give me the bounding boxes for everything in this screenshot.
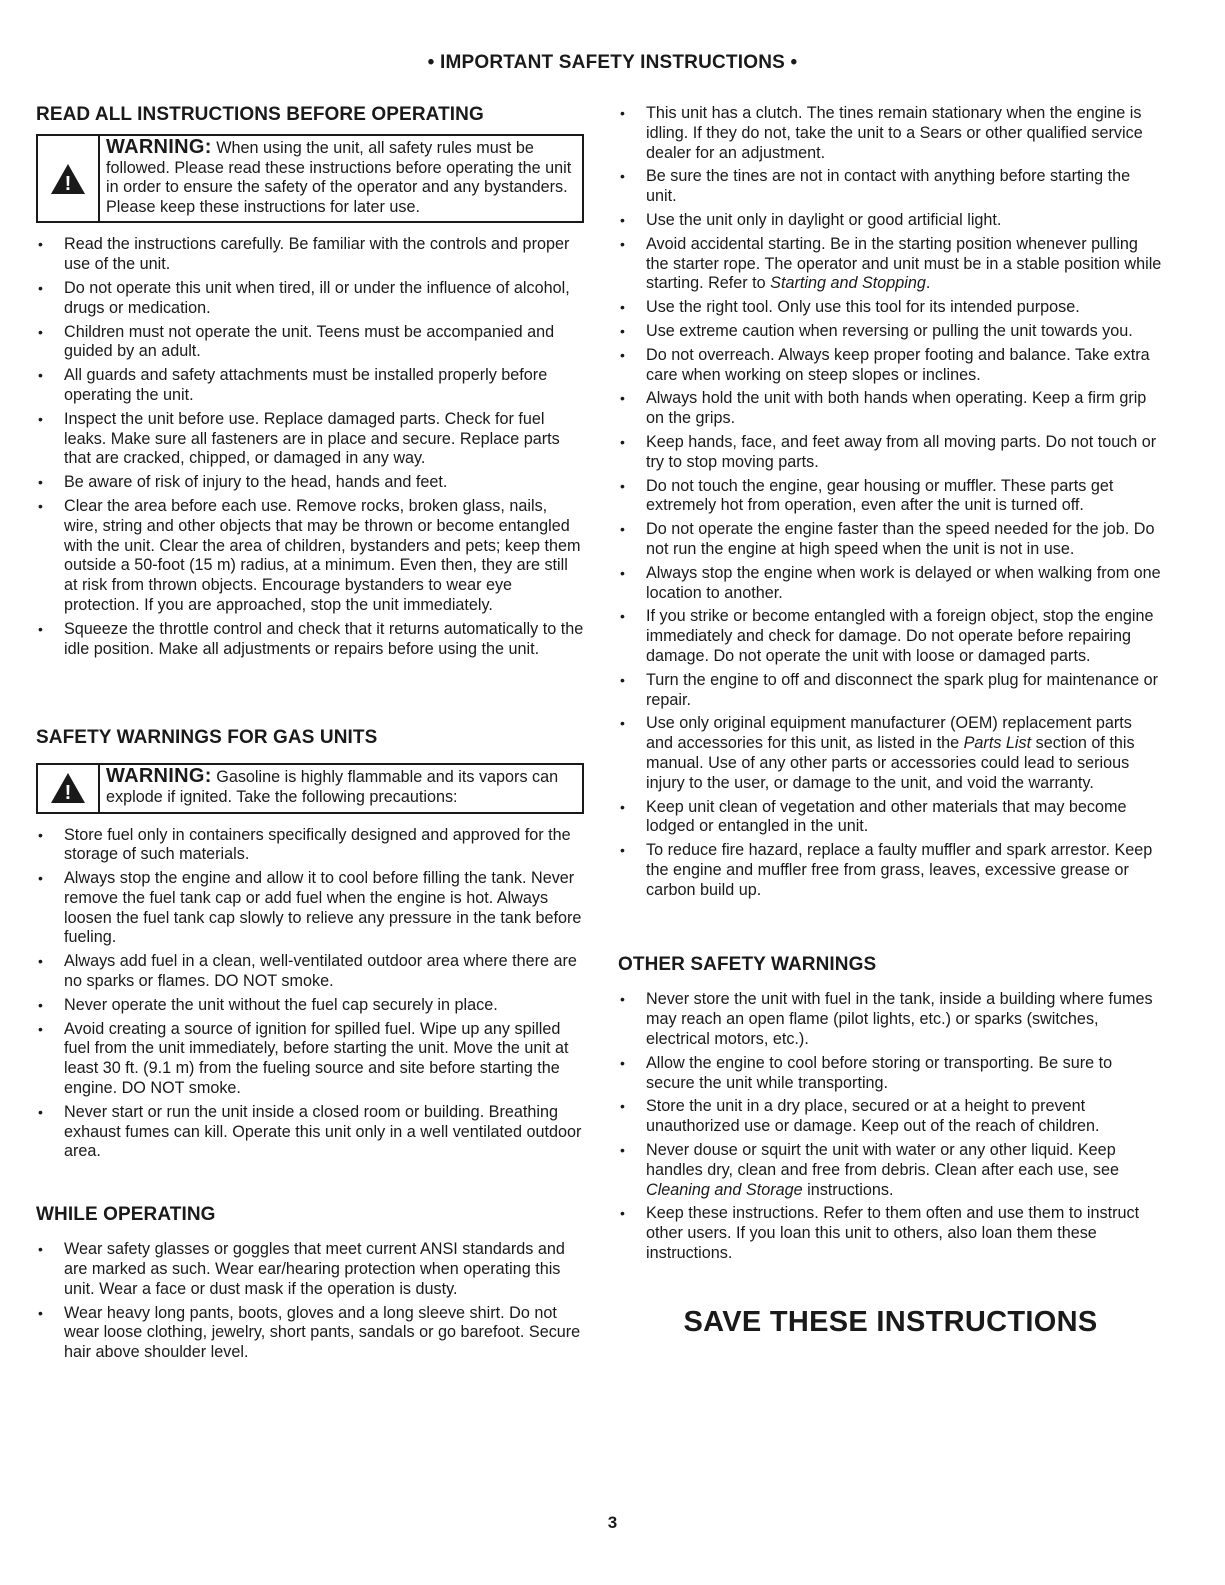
list-item: • Always stop the engine when work is delayed or when walking from one location to another. xyxy=(618,564,1163,604)
list-item: • Be aware of risk of injury to the head, hands and feet. xyxy=(36,473,584,493)
svg-text:!: ! xyxy=(64,782,72,805)
while-operating-list-left xyxy=(36,1240,584,1363)
section-heading-gas-units: SAFETY WARNINGS FOR GAS UNITS xyxy=(36,727,378,749)
while-operating-list-right xyxy=(618,104,1163,900)
list-item: • Wear safety glasses or goggles that meet current ANSI standards and are marked as such. Wear ear/hearing protection when operating this unit. Wear a face or dust mask if the operation is dusty. xyxy=(36,1240,584,1299)
list-item: • Use the unit only in daylight or good artificial light. xyxy=(618,211,1163,231)
warning-text xyxy=(100,136,582,221)
warning-body: Gasoline is highly flammable and its vapors can explode if ignited. Take the following precautions: xyxy=(106,768,559,806)
warning-triangle-icon xyxy=(38,765,100,811)
list-item: • Read the instructions carefully. Be familiar with the controls and proper use of the unit. xyxy=(36,235,584,275)
svg-text:!: ! xyxy=(64,172,72,195)
list-item: • Keep hands, face, and feet away from all moving parts. Do not touch or try to stop moving parts. xyxy=(618,433,1163,473)
list-item: • Always hold the unit with both hands when operating. Keep a firm grip on the grips. xyxy=(618,389,1163,429)
list-item: • Children must not operate the unit. Teens must be accompanied and guided by an adult. xyxy=(36,323,584,363)
cross-reference: Cleaning and Storage xyxy=(646,1180,803,1199)
list-item: • This unit has a clutch. The tines remain stationary when the engine is idling. If they do not, take the unit to a Sears or other qualified service dealer for an adjustment. xyxy=(618,104,1163,163)
list-item: • All guards and safety attachments must be installed properly before operating the unit. xyxy=(36,366,584,406)
item-text: Avoid accidental starting. Be in the starting position whenever pulling the starter rope. The operator and unit must be in a stable position while starting. Refer to xyxy=(646,234,1162,293)
warning-box-general xyxy=(36,134,584,223)
list-item: • Do not touch the engine, gear housing or muffler. These parts get extremely hot from operation, even after the unit is turned off. xyxy=(618,477,1163,517)
save-instructions-banner: SAVE THESE INSTRUCTIONS xyxy=(683,1305,1098,1338)
list-item: • Be sure the tines are not in contact with anything before starting the unit. xyxy=(618,167,1163,207)
cross-reference: Parts List xyxy=(963,734,1032,753)
list-item: • Keep unit clean of vegetation and other materials that may become lodged or entangled in the unit. xyxy=(618,798,1163,838)
warning-label: WARNING: xyxy=(106,136,212,158)
list-item: • Store fuel only in containers specifically designed and approved for the storage of such materials. xyxy=(36,826,584,866)
list-item: • Wear heavy long pants, boots, gloves and a long sleeve shirt. Do not wear loose clothing, jewelry, short pants, sandals or go barefoot. Secure hair above shoulder level. xyxy=(36,1304,584,1363)
list-item: • Do not operate this unit when tired, ill or under the influence of alcohol, drugs or medication. xyxy=(36,279,584,319)
section-heading-while-operating: WHILE OPERATING xyxy=(36,1204,216,1226)
list-item: • Squeeze the throttle control and check that it returns automatically to the idle position. Make all adjustments or repairs before using the unit. xyxy=(36,620,584,660)
page-title: • IMPORTANT SAFETY INSTRUCTIONS • xyxy=(427,52,798,73)
list-item xyxy=(618,714,1163,793)
page-number: 3 xyxy=(607,1513,618,1532)
read-all-list xyxy=(36,235,584,659)
list-item: • Inspect the unit before use. Replace damaged parts. Check for fuel leaks. Make sure all fasteners are in place and secure. Replace parts that are cracked, chipped, or damaged in any way. xyxy=(36,410,584,469)
list-item: • Store the unit in a dry place, secured or at a height to prevent unauthorized use or damage. Keep out of the reach of children. xyxy=(618,1097,1163,1137)
warning-body: When using the unit, all safety rules must be followed. Please read these instructions before operating the unit in order to ensure the safety of the operator and any bystanders. Please keep these instructions for later use. xyxy=(106,139,572,216)
list-item: • Turn the engine to off and disconnect the spark plug for maintenance or repair. xyxy=(618,671,1163,711)
section-heading-other: OTHER SAFETY WARNINGS xyxy=(618,954,877,976)
list-item: • To reduce fire hazard, replace a faulty muffler and spark arrestor. Keep the engine and muffler free from grass, leaves, excessive grease or carbon build up. xyxy=(618,841,1163,900)
cross-reference: Starting and Stopping xyxy=(770,274,926,293)
item-text: instructions. xyxy=(802,1180,894,1199)
section-heading-read-all: READ ALL INSTRUCTIONS BEFORE OPERATING xyxy=(36,104,484,125)
list-item: • Use extreme caution when reversing or pulling the unit towards you. xyxy=(618,322,1163,342)
list-item: • Keep these instructions. Refer to them often and use them to instruct other users. If you loan this unit to others, also loan them these instructions. xyxy=(618,1204,1163,1263)
item-text: Never douse or squirt the unit with water or any other liquid. Keep handles dry, clean and free from debris. Clean after each use, see xyxy=(646,1141,1120,1179)
right-column xyxy=(618,104,1163,1339)
list-item: • Always stop the engine and allow it to cool before filling the tank. Never remove the fuel tank cap or add fuel when the engine is hot. Always loosen the fuel tank cap slowly to relieve any pressure in the tank before fueling. xyxy=(36,869,584,948)
list-item xyxy=(618,1141,1163,1200)
other-warnings-list xyxy=(618,990,1163,1263)
item-text: Use only original equipment manufacturer (OEM) replacement parts and accessories for this unit, as listed in the xyxy=(646,714,1132,753)
list-item: • If you strike or become entangled with a foreign object, stop the engine immediately and check for damage. Do not operate before repairing damage. Do not operate the unit with loose or damaged parts. xyxy=(618,607,1163,666)
list-item: • Allow the engine to cool before storing or transporting. Be sure to secure the unit while transporting. xyxy=(618,1054,1163,1094)
list-item: • Always add fuel in a clean, well-ventilated outdoor area where there are no sparks or flames. DO NOT smoke. xyxy=(36,952,584,992)
item-text: section of this manual. Use of any other parts or accessories could lead to serious injury to the user, or damage to the unit, and void the warranty. xyxy=(646,734,1135,792)
warning-text xyxy=(100,765,582,811)
list-item: • Do not overreach. Always keep proper footing and balance. Take extra care when working on steep slopes or inclines. xyxy=(618,346,1163,386)
list-item: • Avoid creating a source of ignition for spilled fuel. Wipe up any spilled fuel from the unit immediately, before starting the unit. Move the unit at least 30 ft. (9.1 m) from the fueling source and site before starting the engine. DO NOT smoke. xyxy=(36,1020,584,1099)
item-text: . xyxy=(925,274,931,293)
left-column xyxy=(36,104,584,1367)
list-item: • Never start or run the unit inside a closed room or building. Breathing exhaust fumes can kill. Operate this unit only in a well ventilated outdoor area. xyxy=(36,1103,584,1162)
gas-units-list xyxy=(36,826,584,1163)
list-item: • Do not operate the engine faster than the speed needed for the job. Do not run the engine at high speed when the unit is not in use. xyxy=(618,520,1163,560)
list-item: • Use the right tool. Only use this tool for its intended purpose. xyxy=(618,298,1163,318)
list-item: • Never store the unit with fuel in the tank, inside a building where fumes may reach an open flame (pilot lights, etc.) or sparks (switches, electrical motors, etc.). xyxy=(618,990,1163,1049)
list-item: • Clear the area before each use. Remove rocks, broken glass, nails, wire, string and other objects that may be thrown or become entangled with the unit. Clear the area of children, bystanders and pets; keep them outside a 50-foot (15 m) radius, at a minimum. Even then, they are still at risk from thrown objects. Encourage bystanders to wear eye protection. If you are approached, stop the unit immediately. xyxy=(36,497,584,616)
list-item xyxy=(618,235,1163,294)
warning-label: WARNING: xyxy=(106,765,212,788)
warning-triangle-icon xyxy=(38,136,100,221)
list-item: • Never operate the unit without the fuel cap securely in place. xyxy=(36,996,584,1016)
warning-box-gas xyxy=(36,763,584,813)
